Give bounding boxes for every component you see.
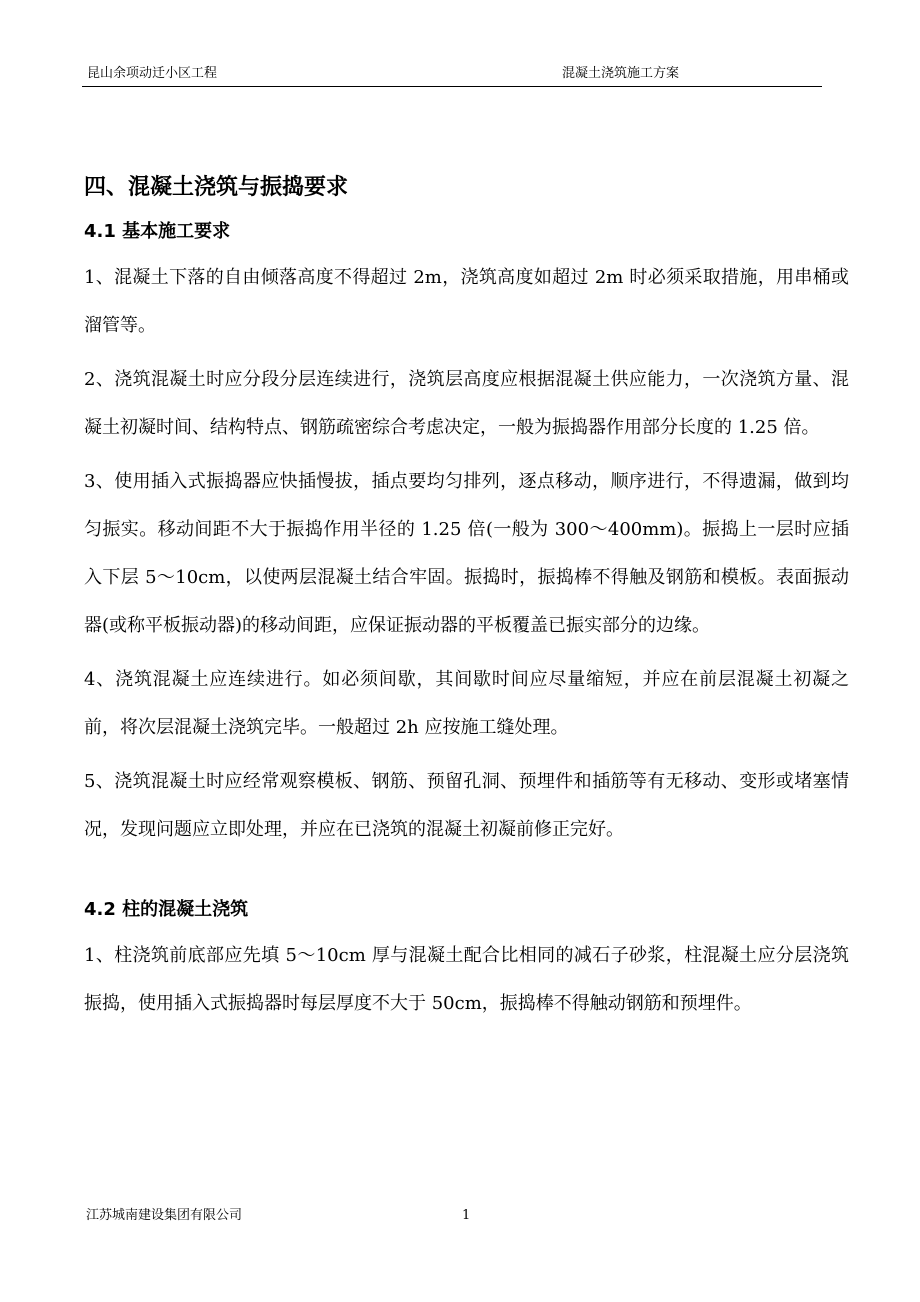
- subsection-title-4-1: 4.1 基本施工要求: [84, 221, 231, 242]
- paragraph-4-1-item-4: 4、浇筑混凝土应连续进行。如必须间歇，其间歇时间应尽量缩短，并应在前层混凝土初凝之前，将次层混凝土浇筑完毕。一般超过 2h 应按施工缝处理。: [84, 669, 849, 738]
- page-header: [82, 64, 822, 87]
- paragraph-4-2-item-1: 1、柱浇筑前底部应先填 5～10cm 厚与混凝土配合比相同的减石子砂浆，柱混凝土应分层浇筑振捣，使用插入式振捣器时每层厚度不大于 50cm，振捣棒不得触动钢筋和预埋件。: [84, 945, 849, 1014]
- footer-company: 江苏城南建设集团有限公司: [86, 1208, 243, 1223]
- paragraph-4-1-item-1: 1、混凝土下落的自由倾落高度不得超过 2m，浇筑高度如超过 2m 时必须采取措施，用串桶或溜管等。: [84, 267, 849, 336]
- header-project-name: 昆山余项动迁小区工程: [87, 66, 218, 81]
- section-title: 四、混凝土浇筑与振捣要求: [84, 175, 349, 200]
- header-document-title: 混凝土浇筑施工方案: [562, 66, 680, 81]
- document-body: [84, 160, 849, 1028]
- subsection-title-4-2: 4.2 柱的混凝土浇筑: [84, 899, 249, 920]
- footer-page-number: 1: [462, 1208, 471, 1223]
- paragraph-4-1-item-2: 2、浇筑混凝土时应分段分层连续进行，浇筑层高度应根据混凝土供应能力，一次浇筑方量、混凝土初凝时间、结构特点、钢筋疏密综合考虑决定，一般为振捣器作用部分长度的 1.25 倍。: [84, 369, 849, 438]
- paragraph-4-1-item-5: 5、浇筑混凝土时应经常观察模板、钢筋、预留孔洞、预埋件和插筋等有无移动、变形或堵塞情况，发现问题应立即处理，并应在已浇筑的混凝土初凝前修正完好。: [84, 771, 849, 840]
- paragraph-4-1-item-3: 3、使用插入式振捣器应快插慢拔，插点要均匀排列，逐点移动，顺序进行，不得遗漏，做到均匀振实。移动间距不大于振捣作用半径的 1.25 倍(一般为 300～400mm)。振捣上一层时应插入下层 5～10cm，以使两层混凝土结合牢固。振捣时，振捣棒不得触及钢筋和模板。表面振动器(或称平板振动器)的移动间距，应保证振动器的平板覆盖已振实部分的边缘。: [84, 471, 849, 636]
